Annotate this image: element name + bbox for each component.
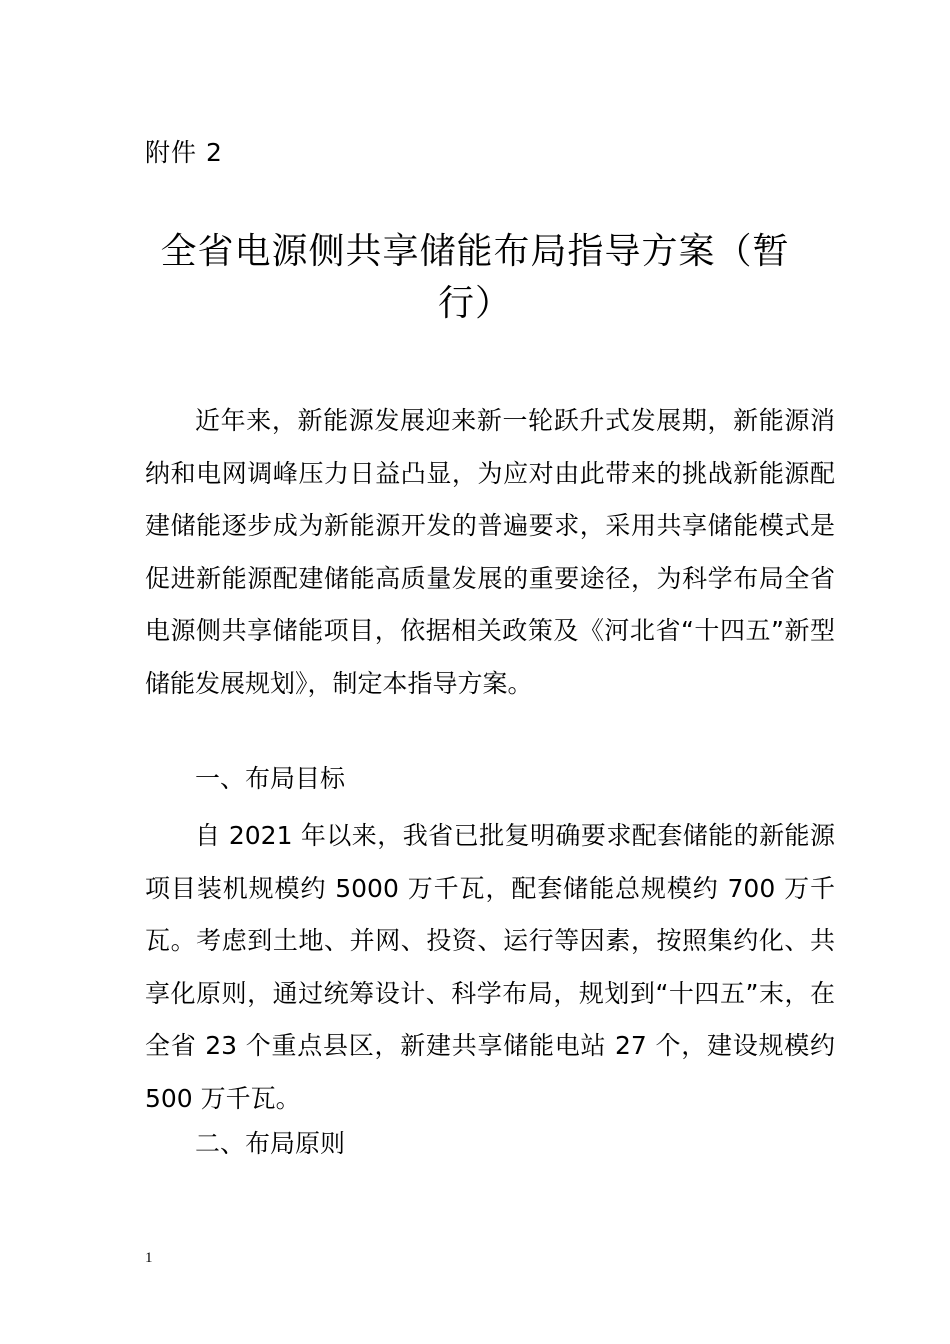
intro-paragraph [145,395,835,710]
heading-text: 二、布局原则 [195,1129,346,1158]
document-title: 全省电源侧共享储能布局指导方案（暂行） [160,231,790,324]
heading-text: 一、布局目标 [195,764,346,793]
paragraph-text: 近年来，新能源发展迎来新一轮跃升式发展期，新能源消纳和电网调峰压力日益凸显，为应对由此带来的挑战新能源配建储能逐步成为新能源开发的普遍要求，采用共享储能模式是促进新能源配建储能高质量发展的重要途径，为科学布局全省电源侧共享储能项目，依据相关政策及《河北省“十四五”新型储能发展规划》，制定本指导方案。 [145,406,835,698]
attachment-label: 附件 2 [145,138,223,167]
page-number: 1 [145,1250,153,1266]
section-heading-layout-principles [145,1118,835,1171]
paragraph-text: 自 2021 年以来，我省已批复明确要求配套储能的新能源项目装机规模约 5000 万千瓦，配套储能总规模约 700 万千瓦。考虑到土地、并网、投资、运行等因素，按照集约化、共享化原则，通过统筹设计、科学布局，规划到“十四五”末，在全省 23 个重点县区，新建共享储能电站 27 个，建设规模约 500 万千瓦。 [145,821,835,1113]
section-heading-layout-goals [145,753,835,806]
goals-paragraph [145,810,835,1125]
